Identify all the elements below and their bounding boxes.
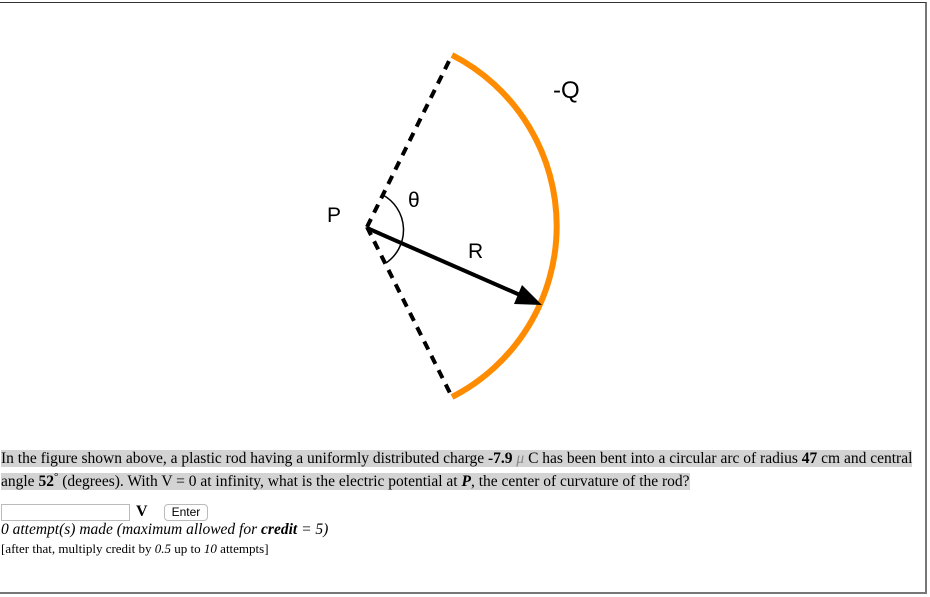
unit-label: V <box>136 503 148 520</box>
label-charge: -Q <box>553 77 580 104</box>
answer-input[interactable] <box>1 504 130 521</box>
credit-note: [after that, multiply credit by 0.5 up to 10 attempts] <box>1 541 269 556</box>
point-label: P <box>461 473 471 491</box>
attempts-status: 0 attempt(s) made (maximum allowed for credit = 5) <box>1 521 329 538</box>
label-radius: R <box>468 240 484 263</box>
radius-value: 47 <box>801 450 818 467</box>
question-text: In the figure shown above, a plastic rod having a uniformly distributed charge -7.9 μ C has been bent into a circular arc of radius 47 cm and central angle 52° (degrees). With V = 0 at infinity, what is the electric potential at P, the center of curvature of the rod? <box>1 450 913 491</box>
micro-symbol: μ <box>516 450 525 467</box>
enter-button[interactable]: Enter <box>164 504 209 521</box>
charged-rod-arc <box>452 55 557 397</box>
answer-row <box>1 502 208 522</box>
label-angle: θ <box>408 189 420 212</box>
charge-value: -7.9 <box>487 450 513 467</box>
angle-value: 52 <box>38 473 54 491</box>
radius-arrow-line <box>367 228 520 295</box>
lower-dashed-radius <box>367 227 452 397</box>
degree-symbol: ° <box>53 471 59 483</box>
label-point: P <box>327 204 342 227</box>
angle-arc <box>383 195 404 263</box>
arrow-head-icon <box>514 285 542 305</box>
